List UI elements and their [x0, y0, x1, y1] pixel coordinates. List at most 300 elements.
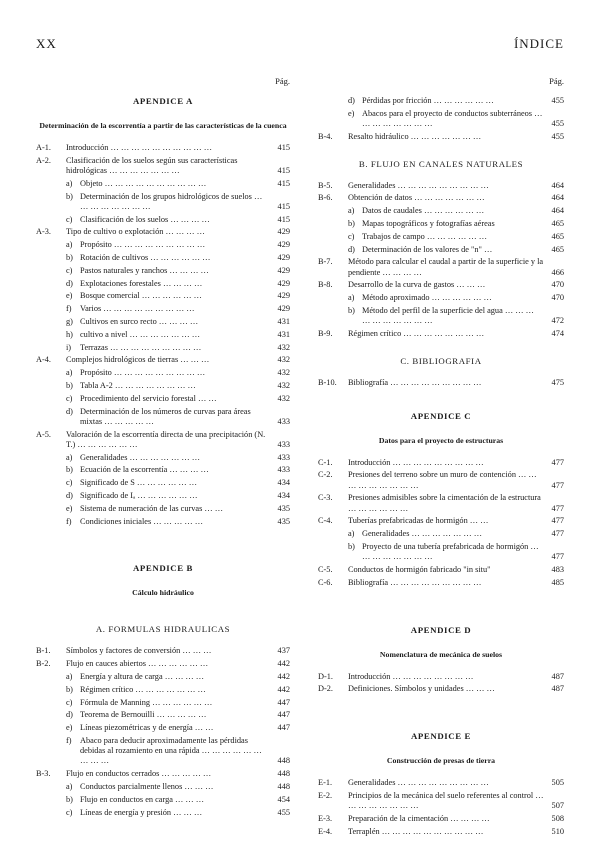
appendix-subtitle: Nomenclatura de mecánica de suelos	[379, 649, 503, 659]
entry-code: B-10.	[318, 377, 337, 387]
toc-subentry	[318, 109, 564, 129]
subentry-title: Condiciones iniciales … … … … …	[80, 516, 204, 526]
subentry-letter: b)	[348, 541, 355, 551]
toc-subentry	[318, 245, 564, 255]
subentry-letter: c)	[66, 807, 73, 817]
toc-subentry	[36, 368, 290, 378]
subentry-page: 455	[277, 807, 290, 817]
subentry-letter: e)	[348, 108, 355, 118]
subentry-page: 433	[277, 416, 290, 426]
indent	[36, 394, 66, 404]
toc-entry	[318, 132, 564, 142]
subentry-title: Generalidades … … … … … … …	[362, 529, 483, 539]
entry-code: A-4.	[36, 355, 51, 365]
subentry-page: 434	[277, 478, 290, 488]
subentry-letter: b)	[66, 794, 73, 804]
entry-code: B-2.	[36, 659, 51, 669]
subentry-letter: a)	[66, 178, 73, 188]
toc-list-right	[318, 96, 564, 837]
toc-entry	[318, 516, 564, 526]
subentry-page: 429	[277, 240, 290, 250]
subentry-title: Cultivos en surco recto … … … …	[80, 316, 199, 326]
subentry-title: Significado de S … … … … … …	[80, 478, 198, 488]
subentry-title: Régimen crítico … … … … … … …	[80, 684, 206, 694]
appendix-subtitle: Construcción de presas de tierra	[386, 756, 496, 766]
subentry-letter: a)	[66, 452, 73, 462]
appendix-heading: APENDICE C	[410, 410, 472, 421]
subentry-page: 454	[277, 794, 290, 804]
subentry-title: Sistema de numeración de las curvas … …	[80, 503, 224, 513]
entry-code: B-8.	[318, 280, 333, 290]
entry-page: 487	[551, 684, 564, 694]
toc-subentry	[318, 293, 564, 303]
toc-entry	[318, 814, 564, 824]
indent	[36, 491, 66, 501]
toc-entry	[318, 329, 564, 339]
entry-code: E-3.	[318, 813, 333, 823]
subentry-title: Bosque comercial … … … … … …	[80, 291, 202, 301]
subentry-page: 431	[277, 316, 290, 326]
entry-code: B-4.	[318, 131, 333, 141]
indent	[36, 795, 66, 805]
toc-subentry	[36, 407, 290, 427]
subentry-page: 442	[277, 684, 290, 694]
toc-subentry	[318, 206, 564, 216]
toc-subentry	[36, 808, 290, 818]
indent	[318, 245, 348, 255]
entry-code: B-5.	[318, 180, 333, 190]
entry-title: Conductos de hormigón fabricado "in situ"	[348, 564, 491, 574]
subentry-title: Datos de caudales … … … … … …	[362, 206, 485, 216]
subentry-page: 415	[277, 214, 290, 224]
entry-page: 429	[277, 227, 290, 237]
subentry-page: 429	[277, 265, 290, 275]
toc-entry	[318, 791, 564, 811]
subentry-page: 477	[551, 529, 564, 539]
appendix-heading: APENDICE D	[410, 624, 472, 635]
subentry-title: Pérdidas por fricción … … … … … …	[362, 96, 494, 105]
appendix-subtitle: Determinación de la escorrentía a partir de las características de la cuenca	[39, 121, 287, 130]
entry-title: Introducción … … … … … … … … …	[348, 457, 484, 467]
entry-page: 433	[277, 439, 290, 449]
subentry-page: 432	[277, 342, 290, 352]
subentry-page: 433	[277, 465, 290, 475]
subentry-page: 465	[551, 218, 564, 228]
subentry-letter: d)	[66, 490, 73, 500]
entry-page: 464	[551, 180, 564, 190]
subentry-page: 432	[277, 393, 290, 403]
running-header-right: ÍNDICE	[513, 36, 564, 51]
entry-page: 448	[277, 769, 290, 779]
toc-subentry	[318, 219, 564, 229]
subentry-page: 429	[277, 252, 290, 262]
subentry-page: 429	[277, 278, 290, 288]
subentry-title: Conductos parcialmente llenos … … …	[80, 781, 214, 791]
subentry-letter: h)	[66, 329, 73, 339]
entry-code: C-6.	[318, 577, 333, 587]
toc-subentry	[36, 478, 290, 488]
subentry-letter: f)	[66, 516, 72, 526]
entry-code: C-2.	[318, 470, 333, 480]
entry-page: 475	[551, 377, 564, 387]
entry-page: 508	[551, 813, 564, 823]
subentry-page: 448	[277, 756, 290, 766]
subentry-title: Abacos para el proyecto de conductos subterráneos … … … … … … … …	[362, 108, 543, 128]
spacer	[318, 342, 564, 356]
indent	[36, 253, 66, 263]
subentry-letter: d)	[348, 96, 355, 105]
subentry-letter: a)	[348, 206, 355, 216]
toc-subentry	[36, 453, 290, 463]
subentry-letter: a)	[66, 781, 73, 791]
entry-title: Preparación de la cimentación … … … …	[348, 813, 490, 823]
entry-page: 415	[277, 143, 290, 152]
subentry-letter: d)	[348, 244, 355, 254]
entry-title: Bibliografía … … … … … … … … …	[348, 377, 482, 387]
toc-subentry	[36, 192, 290, 212]
entry-code: B-3.	[36, 769, 51, 779]
toc-list-left	[36, 96, 290, 818]
toc-subentry	[36, 253, 290, 263]
entry-title: Obtención de datos … … … … … … …	[348, 193, 485, 203]
entry-code: C-3.	[318, 493, 333, 503]
subentry-letter: f)	[66, 304, 72, 314]
indent	[36, 291, 66, 301]
subentry-title: Generalidades … … … … … … …	[80, 452, 201, 462]
toc-entry	[36, 430, 290, 450]
spacer	[36, 543, 290, 557]
indent	[36, 317, 66, 327]
subentry-letter: c)	[348, 231, 355, 241]
part-heading: B. FLUJO EN CANALES NATURALES	[358, 158, 524, 169]
toc-entry	[36, 646, 290, 656]
subentry-title: Fórmula de Manning … … … … … …	[80, 697, 213, 707]
indent	[36, 504, 66, 514]
toc-subentry	[36, 723, 290, 733]
subentry-letter: b)	[66, 465, 73, 475]
toc-subentry	[36, 465, 290, 475]
toc-entry	[36, 659, 290, 669]
indent	[36, 215, 66, 225]
subentry-page: 477	[551, 552, 564, 562]
appendix-heading: APENDICE B	[132, 563, 193, 574]
subentry-letter: a)	[66, 368, 73, 378]
subentry-letter: c)	[66, 265, 73, 275]
entry-title: Presiones del terreno sobre un muro de contención … … … … … … … … …	[348, 470, 537, 490]
subentry-page: 465	[551, 231, 564, 241]
toc-entry	[318, 257, 564, 277]
appendix-heading: APENDICE A	[132, 96, 193, 106]
subentry-title: Significado de Iₐ … … … … … …	[80, 490, 198, 500]
entry-title: Desarrollo de la curva de gastos … … …	[348, 280, 486, 290]
subentry-letter: f)	[66, 735, 72, 745]
subentry-page: 465	[551, 244, 564, 254]
subentry-page: 447	[277, 697, 290, 707]
toc-entry	[36, 355, 290, 365]
toc-subentry	[36, 304, 290, 314]
indent	[36, 330, 66, 340]
toc-entry	[318, 565, 564, 575]
toc-subentry	[36, 279, 290, 289]
subentry-title: Terrazas … … … … … … … … …	[80, 342, 202, 352]
entry-code: B-9.	[318, 328, 333, 338]
subentry-page: 455	[551, 119, 564, 128]
subentry-letter: a)	[66, 240, 73, 250]
entry-code: C-1.	[318, 457, 333, 467]
appendix-subtitle: Datos para el proyecto de estructuras	[378, 435, 504, 445]
toc-entry	[318, 578, 564, 588]
subentry-letter: a)	[348, 293, 355, 303]
subentry-page: 432	[277, 368, 290, 378]
subentry-title: Tabla A-2 … … … … … … … …	[80, 380, 196, 390]
indent	[36, 279, 66, 289]
subentry-page: 429	[277, 304, 290, 314]
entry-code: C-5.	[318, 564, 333, 574]
entry-code: B-7.	[318, 257, 333, 267]
subentry-letter: b)	[348, 218, 355, 228]
entry-page: 510	[551, 826, 564, 836]
spacer	[36, 610, 290, 624]
toc-subentry	[318, 542, 564, 562]
subentry-title: Ecuación de la escorrentía … … … …	[80, 465, 209, 475]
subentry-letter: d)	[66, 710, 73, 720]
running-header-left: XX	[36, 36, 57, 51]
indent	[36, 782, 66, 792]
toc-subentry	[36, 330, 290, 340]
subentry-page: 433	[277, 452, 290, 462]
entry-title: Introducción … … … … … … … … … …	[66, 143, 213, 152]
toc-column-right	[318, 76, 564, 840]
toc-entry	[318, 378, 564, 388]
toc-entry	[318, 181, 564, 191]
indent	[36, 478, 66, 488]
spacer	[318, 145, 564, 159]
toc-subentry	[36, 215, 290, 225]
subentry-letter: b)	[66, 252, 73, 262]
toc-subentry	[36, 710, 290, 720]
subentry-title: Determinación de los valores de "n" …	[362, 244, 493, 254]
indent	[318, 109, 348, 129]
toc-entry	[318, 458, 564, 468]
entry-code: C-4.	[318, 516, 333, 526]
entry-page: 415	[277, 166, 290, 175]
subentry-title: Líneas piezométricas y de energía … …	[80, 723, 214, 733]
toc-entry	[36, 156, 290, 176]
entry-page: 487	[551, 671, 564, 681]
toc-column-left	[36, 76, 290, 820]
spacer	[318, 711, 564, 725]
subentry-page: 435	[277, 503, 290, 513]
entry-page: 442	[277, 659, 290, 669]
subentry-title: Procedimiento del servicio forestal … …	[80, 393, 217, 403]
toc-subentry	[318, 306, 564, 326]
indent	[36, 453, 66, 463]
indent	[318, 293, 348, 303]
subentry-page: 455	[551, 96, 564, 105]
subentry-title: Teorema de Bernouilli … … … … …	[80, 710, 207, 720]
entry-title: Valoración de la escorrentía directa de una precipitación (N. T.) … … … … … …	[66, 429, 266, 449]
subentry-letter: d)	[66, 406, 73, 416]
subentry-letter: b)	[66, 191, 73, 201]
subentry-page: 434	[277, 490, 290, 500]
indent	[36, 465, 66, 475]
subentry-title: Explotaciones forestales … … … …	[80, 278, 203, 288]
spacer	[318, 591, 564, 605]
entry-title: Tipo de cultivo o explotación … … … …	[66, 227, 205, 237]
entry-page: 437	[277, 646, 290, 656]
subentry-title: Pastos naturales y ranchos … … … …	[80, 265, 209, 275]
subentry-letter: b)	[348, 305, 355, 315]
indent	[318, 219, 348, 229]
subentry-title: Objeto … … … … … … … … … …	[80, 178, 207, 188]
entry-code: E-2.	[318, 790, 333, 800]
part-heading: C. BIBLIOGRAFIA	[400, 355, 482, 366]
entry-title: Generalidades … … … … … … … … …	[348, 778, 489, 788]
entry-code: A-3.	[36, 227, 51, 237]
spacer	[318, 697, 564, 711]
toc-entry	[318, 193, 564, 203]
toc-subentry	[36, 491, 290, 501]
entry-page: 466	[551, 267, 564, 277]
toc-entry	[318, 493, 564, 513]
subentry-letter: a)	[348, 529, 355, 539]
subentry-title: Propósito … … … … … … … … …	[80, 240, 206, 250]
subentry-title: cultivo a nivel … … … … … … …	[80, 329, 201, 339]
entry-code: E-4.	[318, 826, 333, 836]
entry-title: Principios de la mecánica del suelo referentes al control … … … … … … … …	[348, 790, 544, 811]
indent	[36, 698, 66, 708]
entry-title: Terraplén … … … … … … … … … …	[348, 826, 484, 836]
entry-title: Método para calcular el caudal a partir de la superficie y la pendiente … … … …	[348, 257, 544, 277]
toc-entry	[36, 769, 290, 779]
indent	[36, 266, 66, 276]
toc-subentry	[36, 343, 290, 353]
page-column-label: Pág.	[275, 76, 290, 86]
indent	[36, 808, 66, 818]
entry-page: 474	[551, 328, 564, 338]
entry-code: E-1.	[318, 778, 333, 788]
entry-code: A-1.	[36, 143, 51, 152]
spacer	[318, 605, 564, 619]
subentry-page: 470	[551, 293, 564, 303]
indent	[36, 343, 66, 353]
entry-page: 455	[551, 131, 564, 141]
indent	[36, 517, 66, 527]
toc-entry	[318, 672, 564, 682]
entry-page: 477	[551, 457, 564, 467]
toc-subentry	[36, 685, 290, 695]
subentry-page: 447	[277, 723, 290, 733]
subentry-page: 435	[277, 516, 290, 526]
toc-subentry	[36, 517, 290, 527]
toc-subentry	[36, 672, 290, 682]
toc-subentry	[36, 795, 290, 805]
indent	[318, 232, 348, 242]
subentry-title: Mapas topográficos y fotografías aéreas	[362, 218, 495, 228]
subentry-letter: g)	[66, 316, 73, 326]
toc-entry	[318, 280, 564, 290]
subentry-page: 447	[277, 710, 290, 720]
subentry-letter: b)	[66, 380, 73, 390]
entry-page: 505	[551, 778, 564, 788]
subentry-letter: d)	[66, 278, 73, 288]
subentry-page: 431	[277, 329, 290, 339]
indent	[36, 381, 66, 391]
indent	[36, 240, 66, 250]
toc-entry	[36, 227, 290, 237]
subentry-title: Energía y altura de carga … … … …	[80, 671, 205, 681]
subentry-page: 415	[277, 178, 290, 188]
subentry-title: Método del perfil de la superficie del agua … … … … … … … … … …	[362, 305, 534, 326]
toc-subentry	[36, 266, 290, 276]
subentry-title: Varios … … … … … … … … …	[80, 304, 195, 314]
subentry-letter: i)	[66, 342, 72, 352]
subentry-page: 432	[277, 380, 290, 390]
subentry-title: Determinación de los números de curvas para áreas mixtas … … … … …	[80, 406, 251, 426]
entry-page: 477	[551, 516, 564, 526]
toc-subentry	[36, 782, 290, 792]
toc-subentry	[36, 317, 290, 327]
toc-subentry	[318, 96, 564, 106]
indent	[318, 96, 348, 106]
entry-page: 470	[551, 280, 564, 290]
subentry-title: Determinación de los grupos hidrológicos de suelos … … … … … … … …	[80, 191, 263, 211]
toc-subentry	[36, 394, 290, 404]
entry-title: Símbolos y factores de conversión … … …	[66, 646, 212, 656]
entry-code: B-1.	[36, 646, 51, 656]
entry-code: B-6.	[318, 193, 333, 203]
subentry-page: 472	[551, 316, 564, 326]
subentry-title: Clasificación de los suelos … … … …	[80, 214, 210, 224]
entry-code: A-5.	[36, 429, 51, 439]
toc-entry	[318, 684, 564, 694]
entry-title: Definiciones. Símbolos y unidades … … …	[348, 684, 495, 694]
subentry-letter: e)	[66, 503, 73, 513]
entry-title: Flujo en cauces abiertos … … … … … …	[66, 659, 209, 669]
subentry-page: 415	[277, 201, 290, 211]
indent	[36, 685, 66, 695]
subentry-page: 442	[277, 671, 290, 681]
toc-entry	[318, 778, 564, 788]
subentry-letter: c)	[66, 214, 73, 224]
subentry-letter: e)	[66, 291, 73, 301]
indent	[318, 306, 348, 326]
entry-page: 477	[551, 480, 564, 490]
appendix-heading: APENDICE E	[410, 731, 471, 742]
entry-title: Presiones admisibles sobre la cimentación de la estructura … … … … … …	[348, 493, 541, 513]
entry-code: D-1.	[318, 671, 333, 681]
subentry-page: 464	[551, 206, 564, 216]
indent	[36, 407, 66, 427]
subentry-title: Método aproximado … … … … … …	[362, 293, 492, 303]
entry-page: 483	[551, 564, 564, 574]
subentry-title: Abaco para deducir aproximadamente las pérdidas debidas al rozamiento en una rápida … … … … … … … … …	[80, 735, 262, 766]
toc-subentry	[36, 240, 290, 250]
entry-title: Clasificación de los suelos según sus características hidrológicas … … … … … … …	[66, 155, 238, 175]
entry-title: Complejos hidrológicos de tierras … … …	[66, 355, 210, 365]
subentry-letter: a)	[66, 671, 73, 681]
entry-page: 477	[551, 503, 564, 513]
indent	[36, 736, 66, 767]
subentry-letter: c)	[66, 393, 73, 403]
indent	[318, 206, 348, 216]
spacer	[318, 391, 564, 405]
indent	[318, 542, 348, 562]
subentry-title: Proyecto de una tubería prefabricada de hormigón … … … … … … … …	[362, 541, 539, 562]
entry-title: Bibliografía … … … … … … … … …	[348, 577, 482, 587]
toc-subentry	[36, 698, 290, 708]
subentry-title: Propósito … … … … … … … … …	[80, 368, 206, 378]
